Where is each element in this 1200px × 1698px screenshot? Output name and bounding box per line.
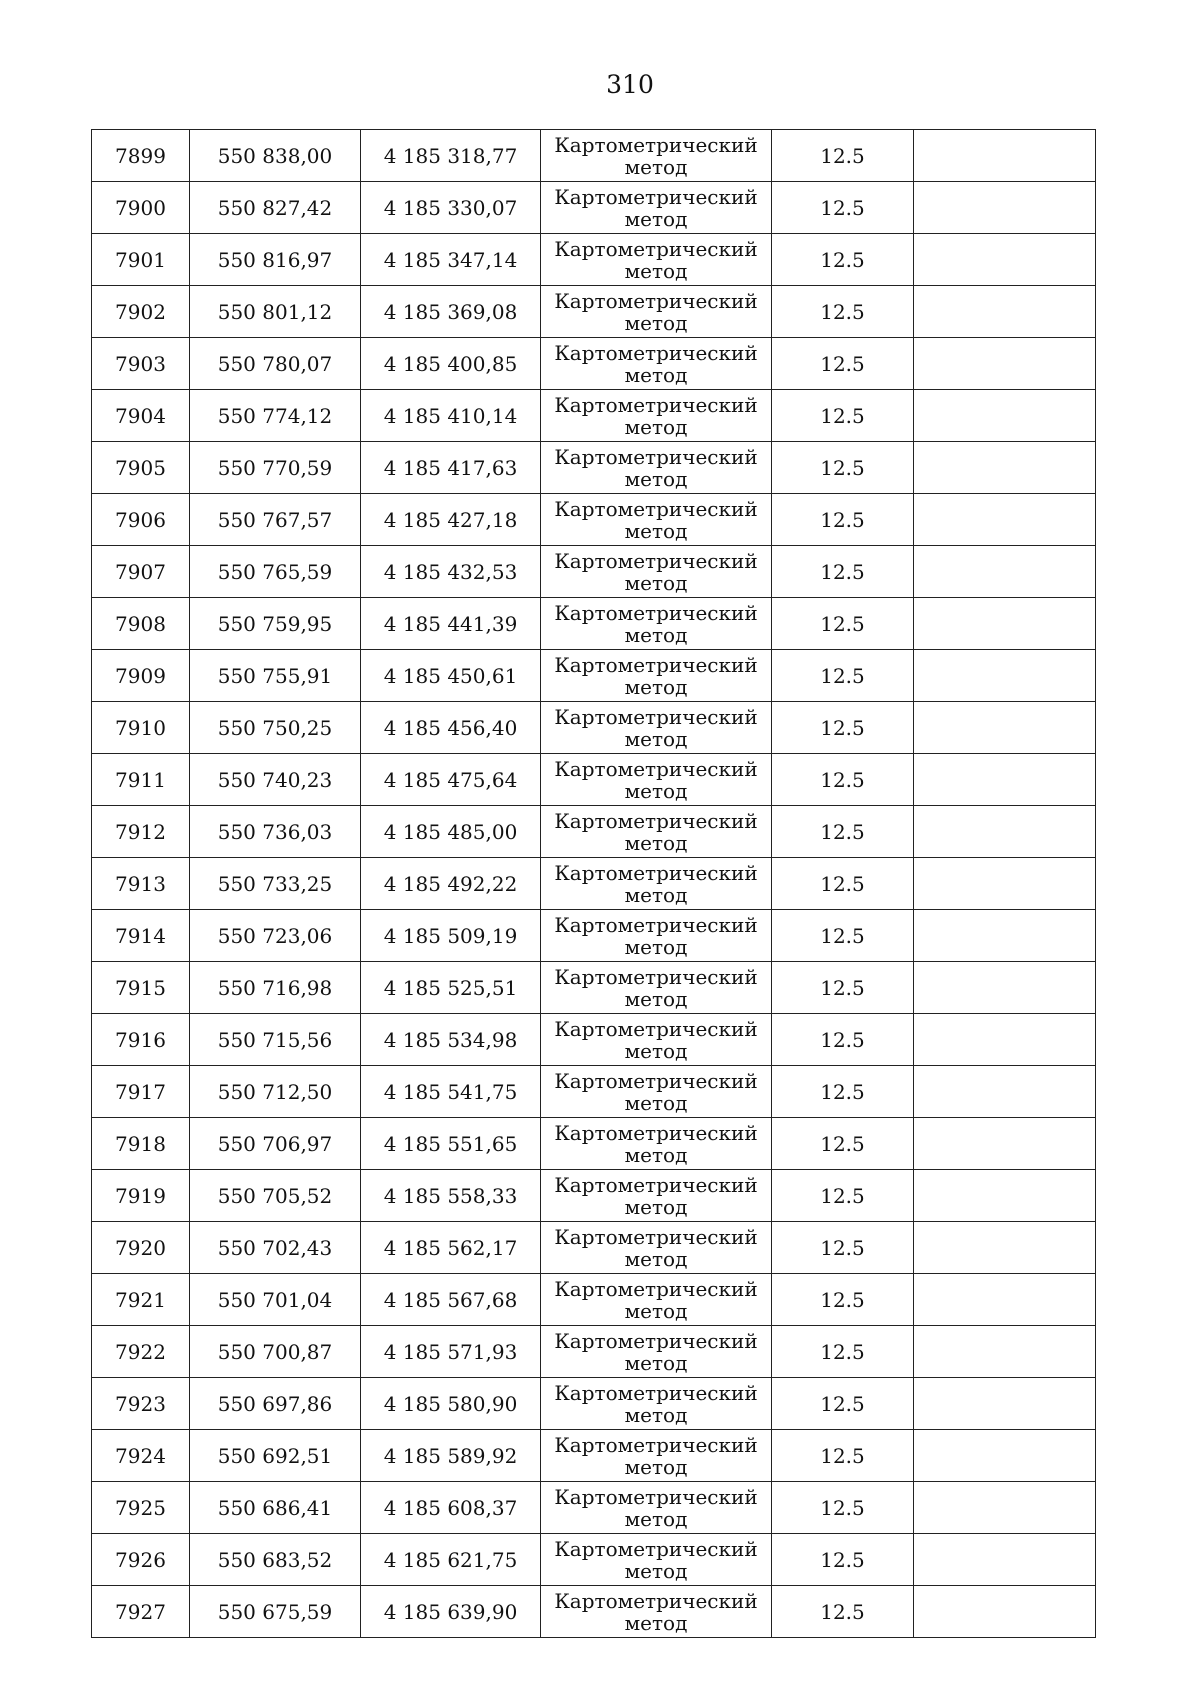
method-line-1: Картометрический [554,548,758,573]
y-coordinate-cell: 4 185 621,75 [361,1534,541,1586]
table-row [92,286,1096,338]
table-row [92,858,1096,910]
x-coordinate-cell: 550 801,12 [190,286,361,338]
point-number-cell: 7906 [92,494,190,546]
method-cell [541,1170,772,1222]
y-coordinate-cell: 4 185 427,18 [361,494,541,546]
table-row [92,338,1096,390]
method-cell [541,1534,772,1586]
x-coordinate-cell: 550 816,97 [190,234,361,286]
method-cell [541,962,772,1014]
point-number-cell: 7909 [92,650,190,702]
y-coordinate-cell: 4 185 639,90 [361,1586,541,1638]
y-coordinate-cell: 4 185 410,14 [361,390,541,442]
note-cell [914,1118,1096,1170]
method-line-2: метод [624,1610,688,1635]
y-coordinate-cell: 4 185 441,39 [361,598,541,650]
method-line-2: метод [624,1402,688,1427]
x-coordinate-cell: 550 692,51 [190,1430,361,1482]
note-cell [914,1534,1096,1586]
method-line-1: Картометрический [554,808,758,833]
point-number-cell: 7923 [92,1378,190,1430]
table-row [92,754,1096,806]
accuracy-cell: 12.5 [772,234,914,286]
note-cell [914,1066,1096,1118]
x-coordinate-cell: 550 770,59 [190,442,361,494]
point-number-cell: 7903 [92,338,190,390]
method-line-1: Картометрический [554,1276,758,1301]
method-line-1: Картометрический [554,756,758,781]
method-cell [541,182,772,234]
point-number-cell: 7913 [92,858,190,910]
table-row [92,962,1096,1014]
method-line-1: Картометрический [554,1536,758,1561]
y-coordinate-cell: 4 185 456,40 [361,702,541,754]
method-line-2: метод [624,414,688,439]
y-coordinate-cell: 4 185 475,64 [361,754,541,806]
point-number-cell: 7920 [92,1222,190,1274]
table-row [92,1118,1096,1170]
accuracy-cell: 12.5 [772,130,914,182]
method-line-1: Картометрический [554,288,758,313]
method-line-1: Картометрический [554,1328,758,1353]
note-cell [914,858,1096,910]
method-line-2: метод [624,778,688,803]
method-line-1: Картометрический [554,132,758,157]
method-cell [541,1274,772,1326]
y-coordinate-cell: 4 185 485,00 [361,806,541,858]
accuracy-cell: 12.5 [772,1274,914,1326]
note-cell [914,702,1096,754]
method-line-2: метод [624,310,688,335]
coordinates-table [91,129,1096,1638]
y-coordinate-cell: 4 185 318,77 [361,130,541,182]
accuracy-cell: 12.5 [772,1118,914,1170]
table-row [92,1222,1096,1274]
note-cell [914,182,1096,234]
y-coordinate-cell: 4 185 562,17 [361,1222,541,1274]
method-line-1: Картометрический [554,600,758,625]
method-cell [541,442,772,494]
method-line-2: метод [624,1038,688,1063]
note-cell [914,1326,1096,1378]
accuracy-cell: 12.5 [772,754,914,806]
accuracy-cell: 12.5 [772,1430,914,1482]
table-row [92,1274,1096,1326]
x-coordinate-cell: 550 774,12 [190,390,361,442]
y-coordinate-cell: 4 185 608,37 [361,1482,541,1534]
y-coordinate-cell: 4 185 571,93 [361,1326,541,1378]
table-row [92,130,1096,182]
method-line-2: метод [624,986,688,1011]
point-number-cell: 7922 [92,1326,190,1378]
method-cell [541,1430,772,1482]
method-line-2: метод [624,466,688,491]
note-cell [914,1014,1096,1066]
note-cell [914,1430,1096,1482]
point-number-cell: 7921 [92,1274,190,1326]
point-number-cell: 7911 [92,754,190,806]
accuracy-cell: 12.5 [772,546,914,598]
method-line-1: Картометрический [554,1120,758,1145]
table-row [92,234,1096,286]
accuracy-cell: 12.5 [772,182,914,234]
x-coordinate-cell: 550 750,25 [190,702,361,754]
x-coordinate-cell: 550 702,43 [190,1222,361,1274]
point-number-cell: 7899 [92,130,190,182]
accuracy-cell: 12.5 [772,858,914,910]
table-row [92,182,1096,234]
method-line-2: метод [624,258,688,283]
method-cell [541,1118,772,1170]
method-line-2: метод [624,1298,688,1323]
y-coordinate-cell: 4 185 369,08 [361,286,541,338]
note-cell [914,494,1096,546]
method-line-1: Картометрический [554,340,758,365]
method-line-1: Картометрический [554,1432,758,1457]
method-line-2: метод [624,1350,688,1375]
note-cell [914,910,1096,962]
method-line-2: метод [624,154,688,179]
point-number-cell: 7917 [92,1066,190,1118]
note-cell [914,546,1096,598]
table-row [92,546,1096,598]
method-cell [541,390,772,442]
method-line-1: Картометрический [554,652,758,677]
accuracy-cell: 12.5 [772,286,914,338]
table-row [92,1534,1096,1586]
y-coordinate-cell: 4 185 525,51 [361,962,541,1014]
point-number-cell: 7905 [92,442,190,494]
y-coordinate-cell: 4 185 541,75 [361,1066,541,1118]
note-cell [914,1170,1096,1222]
method-line-2: метод [624,1506,688,1531]
accuracy-cell: 12.5 [772,1170,914,1222]
table-row [92,910,1096,962]
point-number-cell: 7912 [92,806,190,858]
y-coordinate-cell: 4 185 567,68 [361,1274,541,1326]
y-coordinate-cell: 4 185 589,92 [361,1430,541,1482]
method-line-1: Картометрический [554,236,758,261]
accuracy-cell: 12.5 [772,1326,914,1378]
note-cell [914,962,1096,1014]
method-line-2: метод [624,362,688,387]
method-cell [541,858,772,910]
note-cell [914,650,1096,702]
accuracy-cell: 12.5 [772,1586,914,1638]
accuracy-cell: 12.5 [772,390,914,442]
y-coordinate-cell: 4 185 558,33 [361,1170,541,1222]
note-cell [914,442,1096,494]
point-number-cell: 7924 [92,1430,190,1482]
note-cell [914,390,1096,442]
method-cell [541,234,772,286]
point-number-cell: 7915 [92,962,190,1014]
x-coordinate-cell: 550 736,03 [190,806,361,858]
accuracy-cell: 12.5 [772,598,914,650]
point-number-cell: 7926 [92,1534,190,1586]
x-coordinate-cell: 550 765,59 [190,546,361,598]
method-line-1: Картометрический [554,1380,758,1405]
table-row [92,1066,1096,1118]
x-coordinate-cell: 550 838,00 [190,130,361,182]
table-body [92,130,1096,1638]
method-cell [541,1222,772,1274]
x-coordinate-cell: 550 716,98 [190,962,361,1014]
point-number-cell: 7908 [92,598,190,650]
table-row [92,650,1096,702]
method-cell [541,494,772,546]
method-cell [541,754,772,806]
method-cell [541,286,772,338]
y-coordinate-cell: 4 185 551,65 [361,1118,541,1170]
method-line-2: метод [624,518,688,543]
accuracy-cell: 12.5 [772,338,914,390]
accuracy-cell: 12.5 [772,1222,914,1274]
point-number-cell: 7918 [92,1118,190,1170]
note-cell [914,338,1096,390]
table-row [92,1378,1096,1430]
x-coordinate-cell: 550 686,41 [190,1482,361,1534]
table-row [92,598,1096,650]
method-line-2: метод [624,674,688,699]
method-line-2: метод [624,1090,688,1115]
accuracy-cell: 12.5 [772,1066,914,1118]
table-row [92,494,1096,546]
x-coordinate-cell: 550 827,42 [190,182,361,234]
method-cell [541,910,772,962]
x-coordinate-cell: 550 697,86 [190,1378,361,1430]
note-cell [914,1378,1096,1430]
method-cell [541,1014,772,1066]
x-coordinate-cell: 550 755,91 [190,650,361,702]
method-cell [541,650,772,702]
method-line-2: метод [624,882,688,907]
accuracy-cell: 12.5 [772,1378,914,1430]
point-number-cell: 7900 [92,182,190,234]
method-line-1: Картометрический [554,1484,758,1509]
method-line-1: Картометрический [554,392,758,417]
point-number-cell: 7910 [92,702,190,754]
x-coordinate-cell: 550 723,06 [190,910,361,962]
point-number-cell: 7901 [92,234,190,286]
method-line-1: Картометрический [554,1068,758,1093]
accuracy-cell: 12.5 [772,650,914,702]
y-coordinate-cell: 4 185 330,07 [361,182,541,234]
note-cell [914,754,1096,806]
method-line-1: Картометрический [554,184,758,209]
method-line-2: метод [624,570,688,595]
accuracy-cell: 12.5 [772,910,914,962]
note-cell [914,234,1096,286]
method-cell [541,1482,772,1534]
x-coordinate-cell: 550 675,59 [190,1586,361,1638]
accuracy-cell: 12.5 [772,494,914,546]
note-cell [914,598,1096,650]
y-coordinate-cell: 4 185 492,22 [361,858,541,910]
x-coordinate-cell: 550 700,87 [190,1326,361,1378]
accuracy-cell: 12.5 [772,1534,914,1586]
point-number-cell: 7925 [92,1482,190,1534]
accuracy-cell: 12.5 [772,702,914,754]
point-number-cell: 7916 [92,1014,190,1066]
method-line-1: Картометрический [554,1016,758,1041]
method-line-2: метод [624,622,688,647]
method-line-1: Картометрический [554,1224,758,1249]
x-coordinate-cell: 550 701,04 [190,1274,361,1326]
y-coordinate-cell: 4 185 417,63 [361,442,541,494]
method-cell [541,702,772,754]
note-cell [914,1482,1096,1534]
x-coordinate-cell: 550 715,56 [190,1014,361,1066]
table-row [92,1326,1096,1378]
method-cell [541,1586,772,1638]
accuracy-cell: 12.5 [772,1482,914,1534]
method-cell [541,1326,772,1378]
note-cell [914,130,1096,182]
x-coordinate-cell: 550 706,97 [190,1118,361,1170]
y-coordinate-cell: 4 185 432,53 [361,546,541,598]
x-coordinate-cell: 550 712,50 [190,1066,361,1118]
table-row [92,1430,1096,1482]
x-coordinate-cell: 550 767,57 [190,494,361,546]
accuracy-cell: 12.5 [772,1014,914,1066]
accuracy-cell: 12.5 [772,806,914,858]
method-line-2: метод [624,830,688,855]
point-number-cell: 7927 [92,1586,190,1638]
x-coordinate-cell: 550 683,52 [190,1534,361,1586]
table-row [92,806,1096,858]
method-line-2: метод [624,1142,688,1167]
y-coordinate-cell: 4 185 347,14 [361,234,541,286]
table-row [92,1482,1096,1534]
method-cell [541,338,772,390]
method-line-1: Картометрический [554,860,758,885]
point-number-cell: 7914 [92,910,190,962]
x-coordinate-cell: 550 780,07 [190,338,361,390]
method-line-2: метод [624,1454,688,1479]
method-line-2: метод [624,1246,688,1271]
x-coordinate-cell: 550 740,23 [190,754,361,806]
method-line-1: Картометрический [554,444,758,469]
table-row [92,702,1096,754]
accuracy-cell: 12.5 [772,442,914,494]
method-line-1: Картометрический [554,496,758,521]
y-coordinate-cell: 4 185 534,98 [361,1014,541,1066]
method-line-2: метод [624,1558,688,1583]
table-row [92,1170,1096,1222]
x-coordinate-cell: 550 733,25 [190,858,361,910]
method-line-2: метод [624,1194,688,1219]
x-coordinate-cell: 550 705,52 [190,1170,361,1222]
table-row [92,1014,1096,1066]
table-row [92,442,1096,494]
y-coordinate-cell: 4 185 450,61 [361,650,541,702]
method-line-1: Картометрический [554,964,758,989]
x-coordinate-cell: 550 759,95 [190,598,361,650]
method-cell [541,130,772,182]
point-number-cell: 7907 [92,546,190,598]
note-cell [914,1222,1096,1274]
method-line-1: Картометрический [554,704,758,729]
accuracy-cell: 12.5 [772,962,914,1014]
note-cell [914,806,1096,858]
method-line-1: Картометрический [554,1588,758,1613]
method-line-2: метод [624,934,688,959]
y-coordinate-cell: 4 185 400,85 [361,338,541,390]
note-cell [914,1586,1096,1638]
method-cell [541,806,772,858]
note-cell [914,1274,1096,1326]
table-row [92,390,1096,442]
method-line-2: метод [624,206,688,231]
method-line-1: Картометрический [554,912,758,937]
method-cell [541,1378,772,1430]
point-number-cell: 7904 [92,390,190,442]
y-coordinate-cell: 4 185 509,19 [361,910,541,962]
method-cell [541,598,772,650]
method-cell [541,1066,772,1118]
page-number: 310 [606,70,654,99]
y-coordinate-cell: 4 185 580,90 [361,1378,541,1430]
point-number-cell: 7919 [92,1170,190,1222]
method-line-2: метод [624,726,688,751]
method-cell [541,546,772,598]
method-line-1: Картометрический [554,1172,758,1197]
note-cell [914,286,1096,338]
table-row [92,1586,1096,1638]
point-number-cell: 7902 [92,286,190,338]
